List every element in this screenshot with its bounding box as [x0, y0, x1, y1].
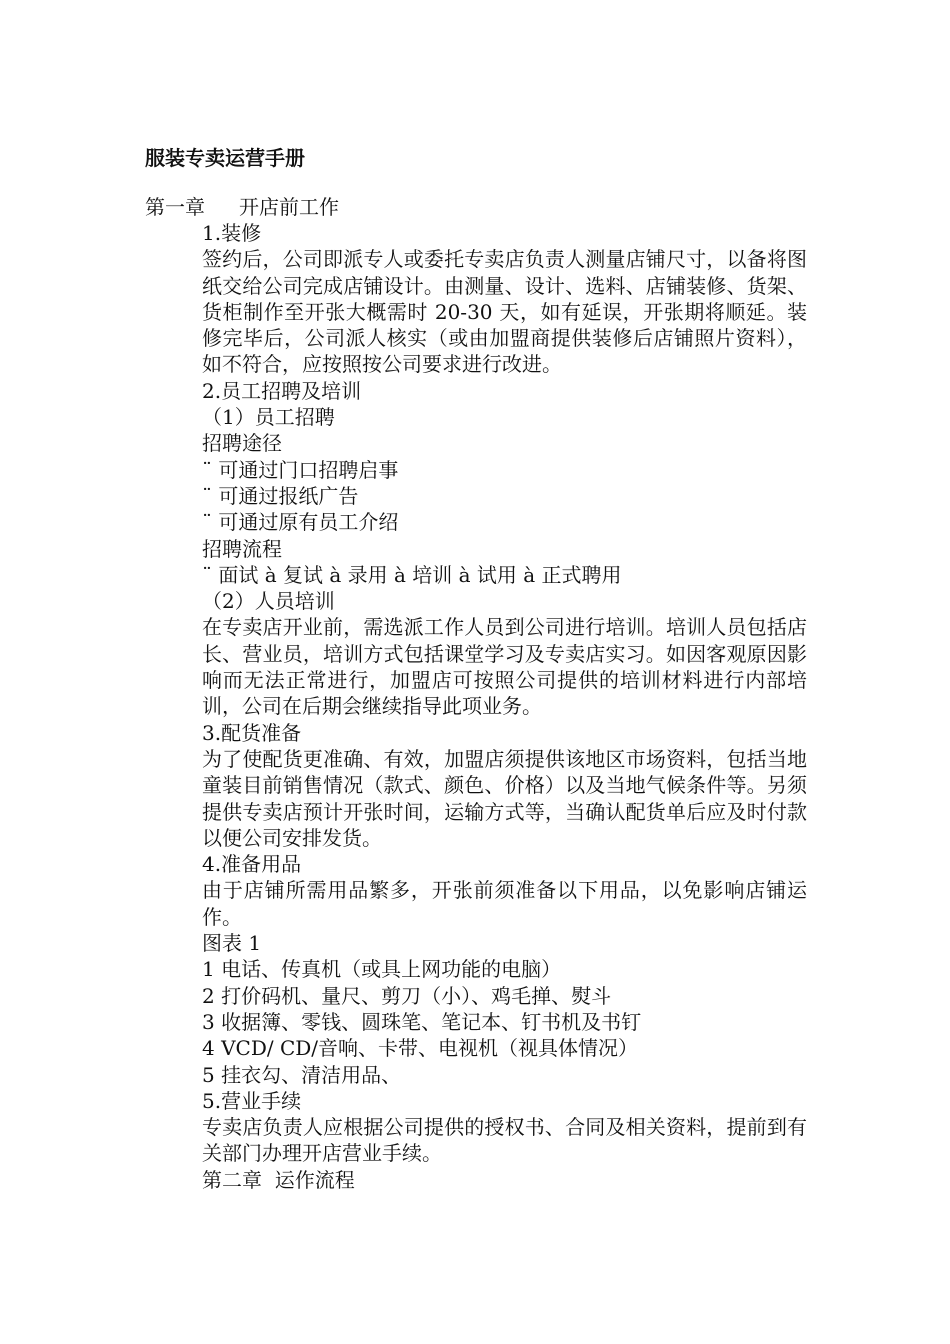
recruitment-process-flow: ¨ 面试 à 复试 à 录用 à 培训 à 试用 à 正式聘用: [202, 562, 622, 587]
recruitment-channels-label: 招聘途径: [202, 431, 282, 456]
section-2-subheading-training: （2）人员培训: [202, 589, 335, 614]
section-2-subheading-recruitment: （1）员工招聘: [202, 405, 335, 430]
document-title: 服装专卖运营手册: [145, 146, 305, 170]
section-5-heading: 5.营业手续: [202, 1088, 302, 1113]
section-5-paragraph: 专卖店负责人应根据公司提供的授权书、合同及相关资料，提前到有关部门办理开店营业手续。: [202, 1115, 807, 1166]
chapter-2-heading: 第二章 运作流程: [202, 1167, 355, 1192]
chapter-1-label: 第一章: [145, 195, 205, 219]
supplies-list-item: 3 收据簿、零钱、圆珠笔、笔记本、钉书机及书钉: [202, 1009, 642, 1034]
section-3-paragraph: 为了使配货更准确、有效，加盟店须提供该地区市场资料，包括当地童装目前销售情况（款式、颜色、价格）以及当地气候条件等。另须提供专卖店预计开张时间，运输方式等，当确认配货单后应及时付款以便公司安排发货。: [202, 746, 807, 850]
recruitment-channel-item: ¨ 可通过门口招聘启事: [202, 457, 399, 482]
recruitment-channel-item: ¨ 可通过原有员工介绍: [202, 510, 399, 535]
section-1-paragraph: 签约后，公司即派专人或委托专卖店负责人测量店铺尺寸，以备将图纸交给公司完成店铺设计。由测量、设计、选料、店铺装修、货架、货柜制作至开张大概需时 20-30 天，如有延误，开张期将顺延。装修完毕后，公司派人核实（或由加盟商提供装修后店铺照片资料），如不符合，应按照按公司要求进行改进。: [202, 247, 807, 377]
supplies-list-item: 2 打价码机、量尺、剪刀（小）、鸡毛掸、熨斗: [202, 983, 612, 1008]
recruitment-channel-item: ¨ 可通过报纸广告: [202, 483, 359, 508]
section-2-heading: 2.员工招聘及培训: [202, 378, 362, 403]
chart-1-label: 图表 1: [202, 931, 262, 956]
supplies-list-item: 4 VCD/ CD/音响、卡带、电视机（视具体情况）: [202, 1036, 639, 1061]
supplies-list-item: 5 挂衣勾、清洁用品、: [202, 1062, 402, 1087]
training-paragraph: 在专卖店开业前，需选派工作人员到公司进行培训。培训人员包括店长、营业员，培训方式包括课堂学习及专卖店实习。如因客观原因影响而无法正常进行，加盟店可按照公司提供的培训材料进行内部培训，公司在后期会继续指导此项业务。: [202, 615, 807, 719]
section-4-heading: 4.准备用品: [202, 852, 302, 877]
section-4-paragraph: 由于店铺所需用品繁多，开张前须准备以下用品，以免影响店铺运作。: [202, 878, 807, 929]
chapter-1-heading: [145, 194, 339, 220]
chapter-1-name: 开店前工作: [239, 195, 339, 219]
section-3-heading: 3.配货准备: [202, 720, 302, 745]
section-1-heading: 1.装修: [202, 221, 262, 245]
supplies-list-item: 1 电话、传真机（或具上网功能的电脑）: [202, 957, 562, 982]
document-body: [202, 220, 807, 1193]
recruitment-process-label: 招聘流程: [202, 536, 282, 561]
